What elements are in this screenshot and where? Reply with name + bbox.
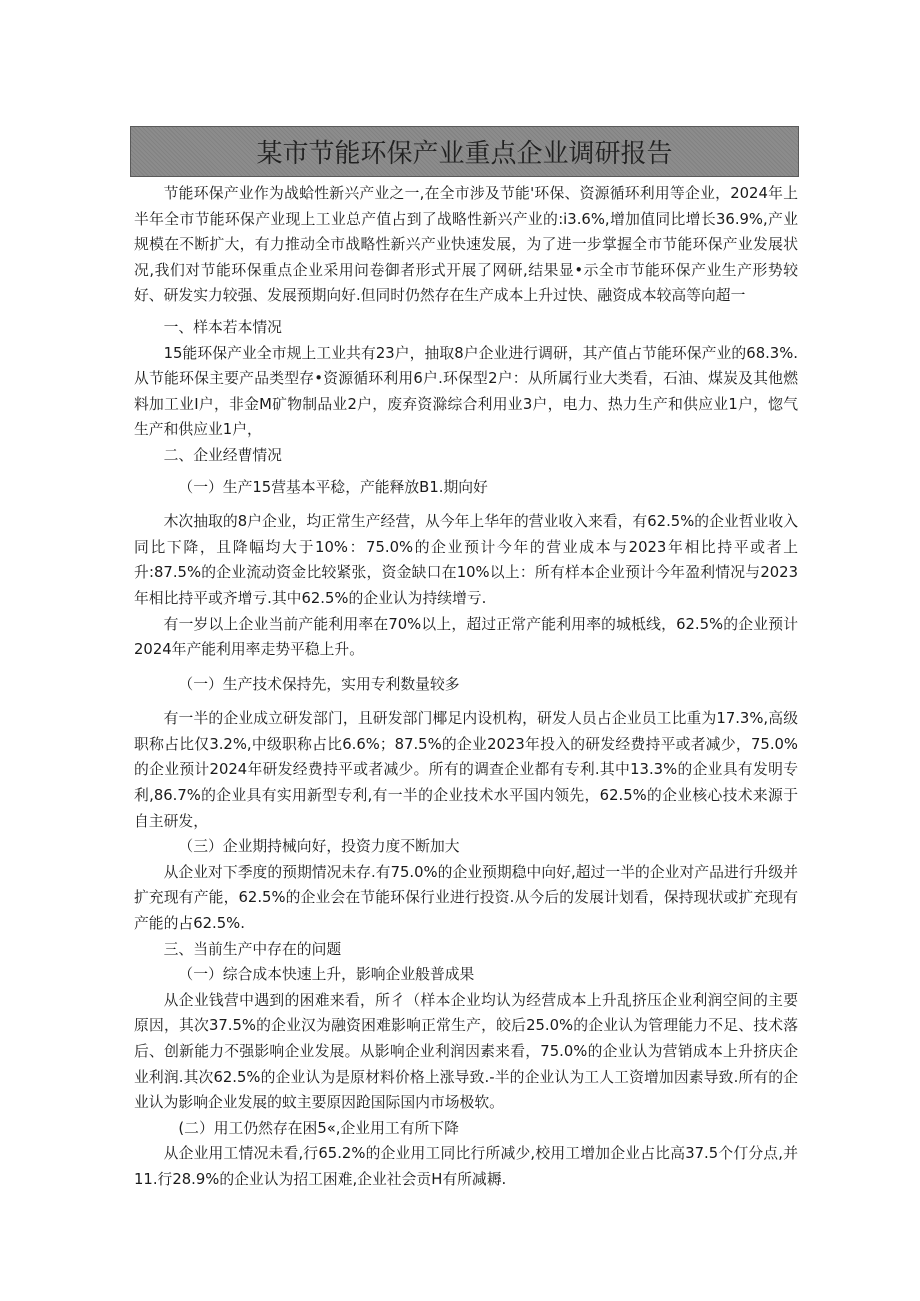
subheading-expectations: （三）企业期持械向好，投资力度不断加大 <box>178 838 460 856</box>
labor-paragraph: 从企业用工情况未看,行65.2%的企业用工同比行所减少,校用工增加企业占比高37.5个仃分点,并11.行28.9%的企业认为招工困难,企业社会贡H有所减耨. <box>134 1145 798 1188</box>
subheading-cost: （一）综合成本快速上升，影响企业般普成果 <box>178 966 475 984</box>
technology-paragraph: 有一半的企业成立研发部门，且研发部门椰足内设机构，研发人员占企业员工比重为17.3%,高级职称占比仅3.2%,中级职称占比6.6%；87.5%的企业2023年投入的研发经费持平或者减少，75.0%的企业预计2024年研发经费持平或者减少。所有的调查企业都有专利.其中13.3%的企业具有发明专利,86.7%的企业具有实用新型专利,有一半的企业技术水平国内领先，62.5%的企业核心技术来源于自主研发， <box>134 710 798 830</box>
production-paragraph-1: 木次抽取的8户企业，均正常生产经营，从今年上华年的营业收入来看，有62.5%的企业哲业收入同比下降，且降幅均大于10%：75.0%的企业预计今年的营业成本与2023年相比持平或者上升:87.5%的企业流动资金比较紧张，资金缺口在10%以上：所有样本企业预计今年盈利情况与2023年相比持平或齐增亏.其中62.5%的企业认为持续增亏. <box>134 513 798 607</box>
section-heading-sample: 一、样本若本情况 <box>163 318 282 336</box>
intro-paragraph: 节能环保产业作为战蛤性新兴产业之一,在全市涉及节能'环保、资源循环利用等企业，2024年上半年全市节能环保产业现上工业总产值占到了战略性新兴产业的:i3.6%,增加值同比增长36.9%,产业规模在不断扩大，有力推动全市战略性新兴产业快速发展，为了进一步掌握全市节能环保产业发展状况,我们对节能环保重点企业采用问卷御者形式开展了网研,结果显•示全市节能环保产业生产形势较好、研发实力较强、发展预期向好.但同时仍然存在生产成本上升过快、融资成本较高等向超一 <box>134 185 798 305</box>
cost-paragraph: 从企业钱营中遇到的困难来看，所彳（样本企业均认为经营成本上升乱挤压企业利润空间的主要原因，其次37.5%的企业汉为融资困难影响正常生产，皎后25.0%的企业认为管理能力不足、技术落后、创新能力不强影响企业发展。从影响企业利润因素来看，75.0%的企业认为营销成本上升挤庆企业利润.其次62.5%的企业认为是原材料价格上涨导致.-半的企业认为工人工资增加因素导致.所有的企业认为影响企业发展的蚊主要原因跄国际国内市场极软。 <box>134 991 798 1112</box>
title-banner <box>130 126 799 177</box>
section-heading-operations: 二、企业经曹情况 <box>163 446 282 464</box>
production-paragraph-2: 有一岁以上企业当前产能利用率在70%以上，超过正常产能利用率的城柢线，62.5%的企业预计2024年产能利用率走势平稳上升。 <box>134 615 798 659</box>
document-title: 某市节能环保产业重点企业调研报告 <box>256 139 673 169</box>
subheading-labor: (二）用工仍然存在困5«,企业用工有所下降 <box>178 1119 459 1137</box>
subheading-production: （一）生产15营基本平稔，产能释放B1.期向好 <box>178 478 488 496</box>
subheading-technology: （一）生产技术保持先，实用专利数量较多 <box>178 675 460 693</box>
expectations-paragraph: 从企业对下季度的预期情况未存.有75.0%的企业预期稳中向好,超过一半的企业对产品进行升级并扩充现有产能，62.5%的企业会在节能环保行业进行投资.从今后的发展计划看，保持现状或扩充现有产能的占62.5%. <box>134 863 798 933</box>
document-body <box>134 181 798 1193</box>
sample-paragraph: 15能环保产业全市规上工业共有23户，抽取8户企业进行调研，其产值占节能环保产业的68.3%.从节能环保主要产品类型存•资源循环利用6户.环保型2户：从所属行业大类看，石油、煤炭及其他燃料加工业I户，非金M矿物制品业2户，废弃资滁综合利用业3户，电力、热力生产和供应业1户，惚气生产和供应业1户， <box>134 344 798 439</box>
section-heading-problems: 三、当前生产中存在的问题 <box>163 940 342 958</box>
